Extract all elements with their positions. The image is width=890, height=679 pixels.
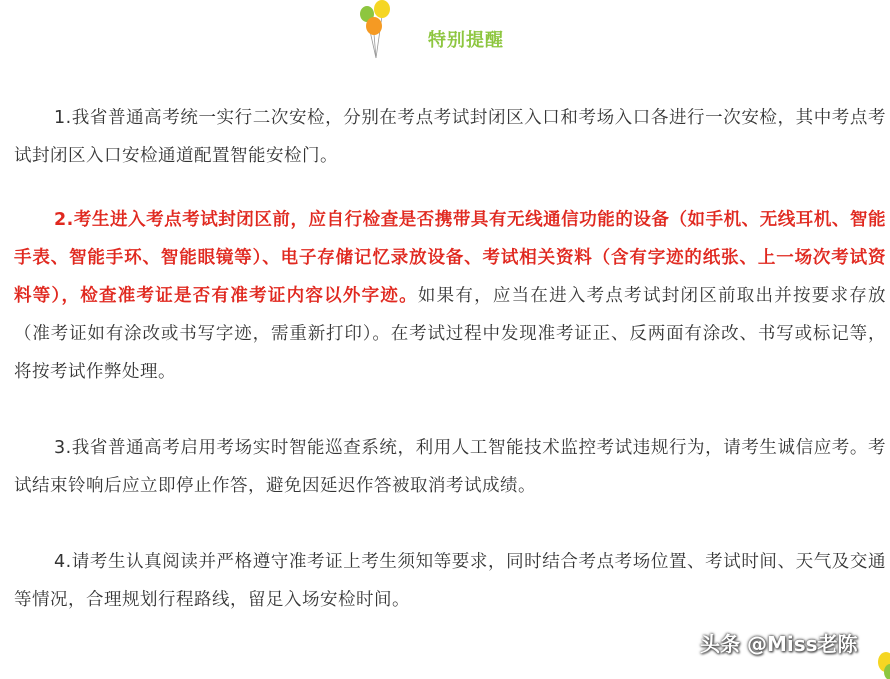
paragraph-4 — [14, 543, 886, 619]
paragraph-number: 1. — [54, 108, 72, 128]
paragraph-text: 请考生认真阅读并严格遵守准考证上考生须知等要求，同时结合考点考场位置、考试时间、天气及交通等情况，合理规划行程路线，留足入场安检时间。 — [14, 552, 886, 610]
paragraph-number: 2. — [54, 210, 74, 230]
header — [0, 0, 890, 70]
paragraph-2 — [14, 201, 886, 391]
paragraph-text: 如果有，应当在进入考点考试封闭区前取出并按要求存放（准考证如有涂改或书写字迹，需重新打印）。在考试过程中发现准考证正、反两面有涂改、书写或标记等，将按考试作弊处理。 — [14, 286, 887, 382]
paragraph-number: 3. — [54, 438, 72, 458]
paragraph-1 — [14, 99, 886, 175]
paragraph-3 — [14, 429, 886, 505]
paragraph-text: 我省普通高考统一实行二次安检，分别在考点考试封闭区入口和考场入口各进行一次安检，其中考点考试封闭区入口安检通道配置智能安检门。 — [14, 108, 886, 166]
paragraph-highlight: 考生进入考点考试封闭区前，应自行检查是否携带具有无线通信功能的设备（如手机、无线耳机、智能手表、智能手环、智能眼镜等）、电子存储记忆录放设备、考试相关资料（含有字迹的纸张、上一场次考试资料等），检查准考证是否有准考证内容以外字迹。 — [14, 210, 886, 306]
notice-content — [14, 99, 886, 619]
balloon-corner-icon — [874, 648, 890, 679]
balloons-icon — [356, 0, 396, 62]
paragraph-text: 我省普通高考启用考场实时智能巡查系统，利用人工智能技术监控考试违规行为，请考生诚信应考。考试结束铃响后应立即停止作答，避免因延迟作答被取消考试成绩。 — [14, 438, 886, 496]
page-title: 特别提醒 — [428, 30, 504, 51]
paragraph-number: 4. — [54, 552, 72, 572]
watermark: 头条 @Miss老陈 — [700, 632, 858, 656]
